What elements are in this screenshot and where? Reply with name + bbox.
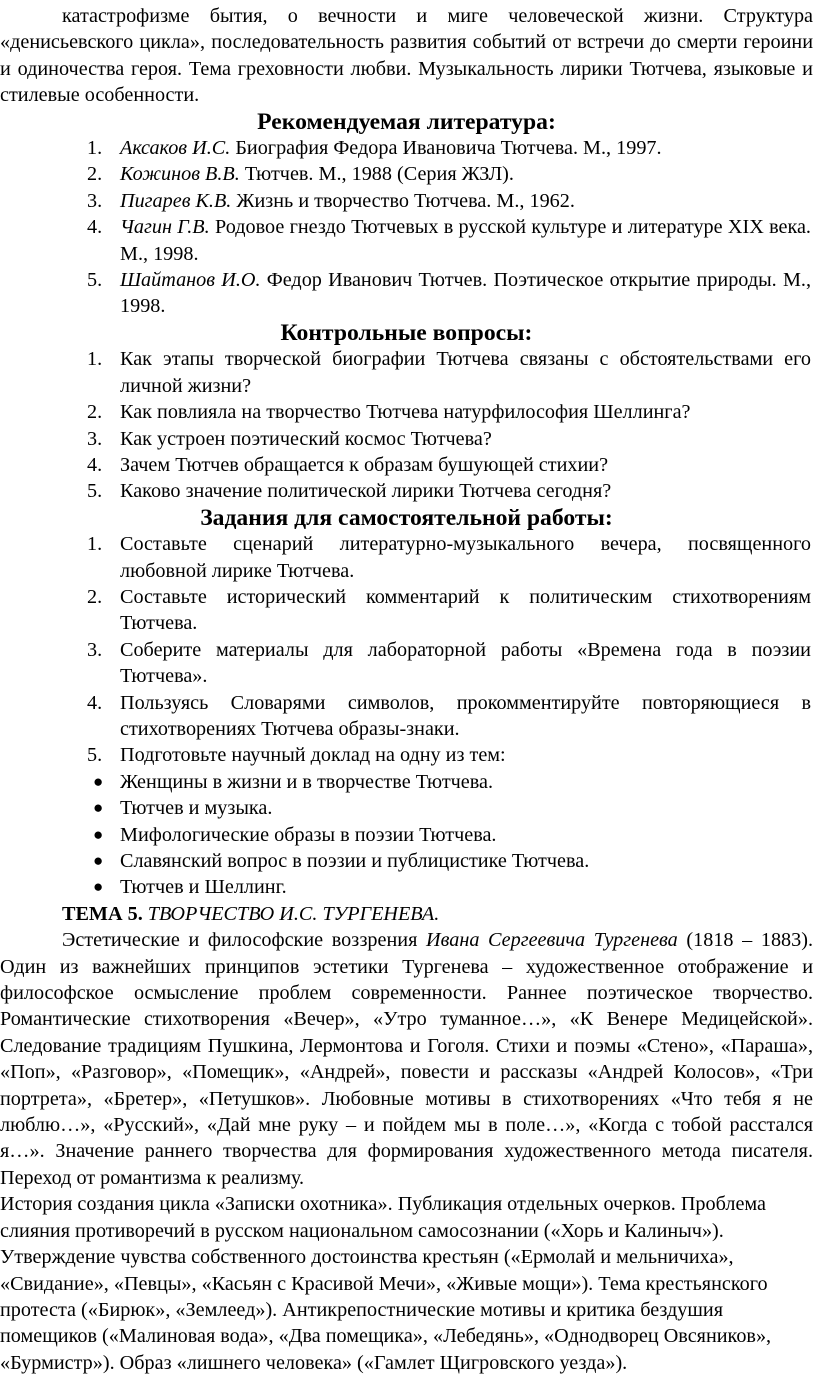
topics-list	[0, 769, 813, 901]
bullet-icon: ●	[93, 824, 104, 844]
literature-item: 4. Чагин Г.В. Родовое гнездо Тютчевых в русской культуре и литературе XIX века. М., 1998.	[87, 216, 811, 265]
author: Пигарев К.В.	[120, 189, 232, 212]
topic-item: ● Женщины в жизни и в творчестве Тютчева.	[0, 769, 813, 795]
body-paragraph-1: Эстетические и философские воззрения Ивана Сергеевича Тургенева (1818 – 1883). Один из важнейших принципов эстетики Тургенева – художественное отображение и философское осмысление проблем современности. Раннее поэтическое творчество. Романтические стихотворения «Вечер», «Утро туманное…», «К Венере Медицейской». Следование традициям Пушкина, Лермонтова и Гоголя. Стихи и поэмы «Стено», «Параша», «Поп», «Разговор», «Помещик», «Андрей», повести и рассказы «Андрей Колосов», «Три портрета», «Бретер», «Петушков». Любовные мотивы в стихотворениях «Что тебя я не люблю…», «Русский», «Дай мне руку – и пойдем мы в поле…», «Когда с тобой расстался я…». Значение раннего творчества для формирования художественного метода писателя. Переход от романтизма к реализму.	[0, 929, 813, 1189]
bullet-icon: ●	[93, 798, 104, 818]
task-item: 4. Пользуясь Словарями символов, прокомментируйте повторяющиеся в стихотворениях Тютчева образы-знаки.	[87, 691, 811, 740]
task-item: 2. Составьте исторический комментарий к политическим стихотворениям Тютчева.	[87, 585, 811, 635]
bullet-icon: ●	[93, 771, 104, 791]
topic-item: ● Мифологические образы в поэзии Тютчева.	[0, 822, 813, 848]
topic-item: ● Тютчев и музыка.	[0, 795, 813, 821]
literature-list	[0, 135, 813, 320]
question-item: 1. Как этапы творческой биографии Тютчева связаны с обстоятельствами его личной жизни?	[87, 348, 811, 397]
task-item: 5. Подготовьте научный доклад на одну из тем:	[87, 744, 506, 767]
question-item: 3. Как устроен поэтический космос Тютчева?	[87, 427, 492, 450]
author: Чагин Г.В.	[120, 216, 210, 239]
theme-title	[0, 901, 813, 927]
theme-name: ТВОРЧЕСТВО И.С. ТУРГЕНЕВА.	[142, 902, 440, 925]
literature-heading: Рекомендуемая литература:	[257, 108, 556, 135]
literature-item: 5. Шайтанов И.О. Федор Иванович Тютчев. Поэтическое открытие природы. М., 1998.	[87, 269, 811, 318]
writer-name: Ивана Сергеевича Тургенева	[426, 929, 678, 952]
author: Кожинов В.В.	[120, 163, 240, 186]
bullet-icon: ●	[93, 851, 104, 870]
literature-item: 2. Кожинов В.В. Тютчев. М., 1988 (Серия ЖЗЛ).	[87, 163, 514, 186]
author: Аксаков И.С.	[120, 137, 231, 160]
questions-heading: Контрольные вопросы:	[280, 319, 533, 346]
questions-list	[0, 346, 813, 504]
literature-item: 1. Аксаков И.С. Биография Федора Ивановича Тютчева. М., 1997.	[87, 137, 662, 160]
question-item: 2. Как повлияла на творчество Тютчева натурфилософия Шеллинга?	[87, 401, 691, 424]
tasks-heading: Задания для самостоятельной работы:	[200, 504, 613, 531]
tasks-list	[0, 531, 813, 769]
task-item: 1. Составьте сценарий литературно-музыкального вечера, посвященного любовной лирике Тютчева.	[87, 533, 811, 582]
topic-item: ● Тютчев и Шеллинг.	[0, 874, 813, 900]
question-item: 4. Зачем Тютчев обращается к образам бушующей стихии?	[87, 453, 609, 476]
literature-item: 3. Пигарев К.В. Жизнь и творчество Тютчева. М., 1962.	[87, 189, 575, 212]
topic-item: ● Славянский вопрос в поэзии и публицистике Тютчева.	[0, 848, 813, 874]
author: Шайтанов И.О.	[120, 269, 261, 292]
intro-paragraph: катастрофизме бытия, о вечности и миге человеческой жизни. Структура «денисьевского цикла», последовательность развития событий от встречи до смерти героини и одиночества героя. Тема греховности любви. Музыкальность лирики Тютчева, языковые и стилевые особенности.	[0, 5, 813, 107]
theme-label: ТЕМА 5.	[62, 902, 143, 925]
bullet-icon: ●	[93, 877, 104, 897]
question-item: 5. Каково значение политической лирики Тютчева сегодня?	[87, 480, 612, 503]
task-item: 3. Соберите материалы для лабораторной работы «Времена года в поэзии Тютчева».	[87, 638, 811, 688]
body-paragraph-2: История создания цикла «Записки охотника». Публикация отдельных очерков. Проблема слияния противоречий в русском национальном самосознании («Хорь и Калиныч»). Утверждение чувства собственного достоинства крестьян («Ермолай и мельничиха», «Свидание», «Певцы», «Касьян с Красивой Мечи», «Живые мощи»). Тема крестьянского протеста («Бирюк», «Землеед»). Антикрепостнические мотивы и критика бездушия помещиков («Малиновая вода», «Два помещика», «Лебедянь», «Однодворец Овсяников», «Бурмистр»). Образ «лишнего человека» («Гамлет Щигровского уезда»).	[0, 1193, 772, 1374]
